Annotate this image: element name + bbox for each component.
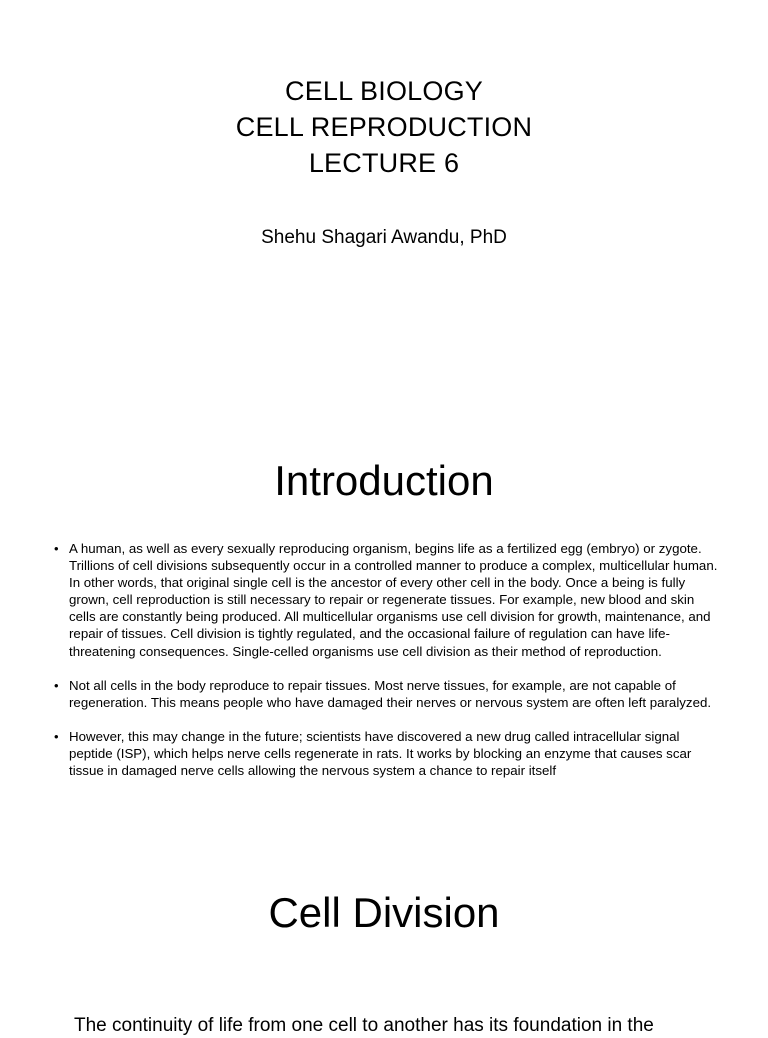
bullet-dot-icon: • [54,677,59,693]
cell-division-heading: Cell Division [268,889,500,936]
title-block [0,73,768,181]
course-title: CELL BIOLOGY [285,76,483,106]
introduction-bullet-list [52,540,724,796]
bullet-text: However, this may change in the future; scientists have discovered a new drug called intracellular signal peptide (ISP), which helps nerve cells regenerate in rats. It works by blocking an enzyme that causes scar tissue in damaged nerve cells allowing the nervous system a chance to repair itself [69,728,692,779]
introduction-heading: Introduction [274,457,494,504]
bullet-item [52,728,724,779]
bullet-text: Not all cells in the body reproduce to repair tissues. Most nerve tissues, for example, are not capable of regeneration. This means people who have damaged their nerves or nervous system are often left paralyzed. [69,677,712,710]
bullet-dot-icon: • [54,541,59,556]
bullet-text: A human, as well as every sexually reproducing organism, begins life as a fertilized egg (embryo) or zygote. Trillions of cell divisions subsequently occur in a controlled manner to produce a complex, multicellular human. In other words, that original single cell is the ancestor of every other cell in the body. Once a being is fully grown, cell reproduction is still necessary to repair or regenerate tissues. For example, new blood and skin cells are constantly being produced. All multicellular organisms use cell division for growth, maintenance, and repair of tissues. Cell division is tightly regulated, and the occasional failure of regulation can have life-threatening consequences. Single-celled organisms use cell division as their method of reproduction. [69,541,718,659]
lecture-number: LECTURE 6 [308,148,460,178]
topic-title: CELL REPRODUCTION [235,112,533,142]
author-name: Shehu Shagari Awandu, PhD [261,227,507,248]
cell-division-first-line: The continuity of life from one cell to another has its foundation in the [74,1015,654,1036]
bullet-dot-icon: • [54,728,59,744]
bullet-item [52,677,724,711]
bullet-item [52,540,724,660]
